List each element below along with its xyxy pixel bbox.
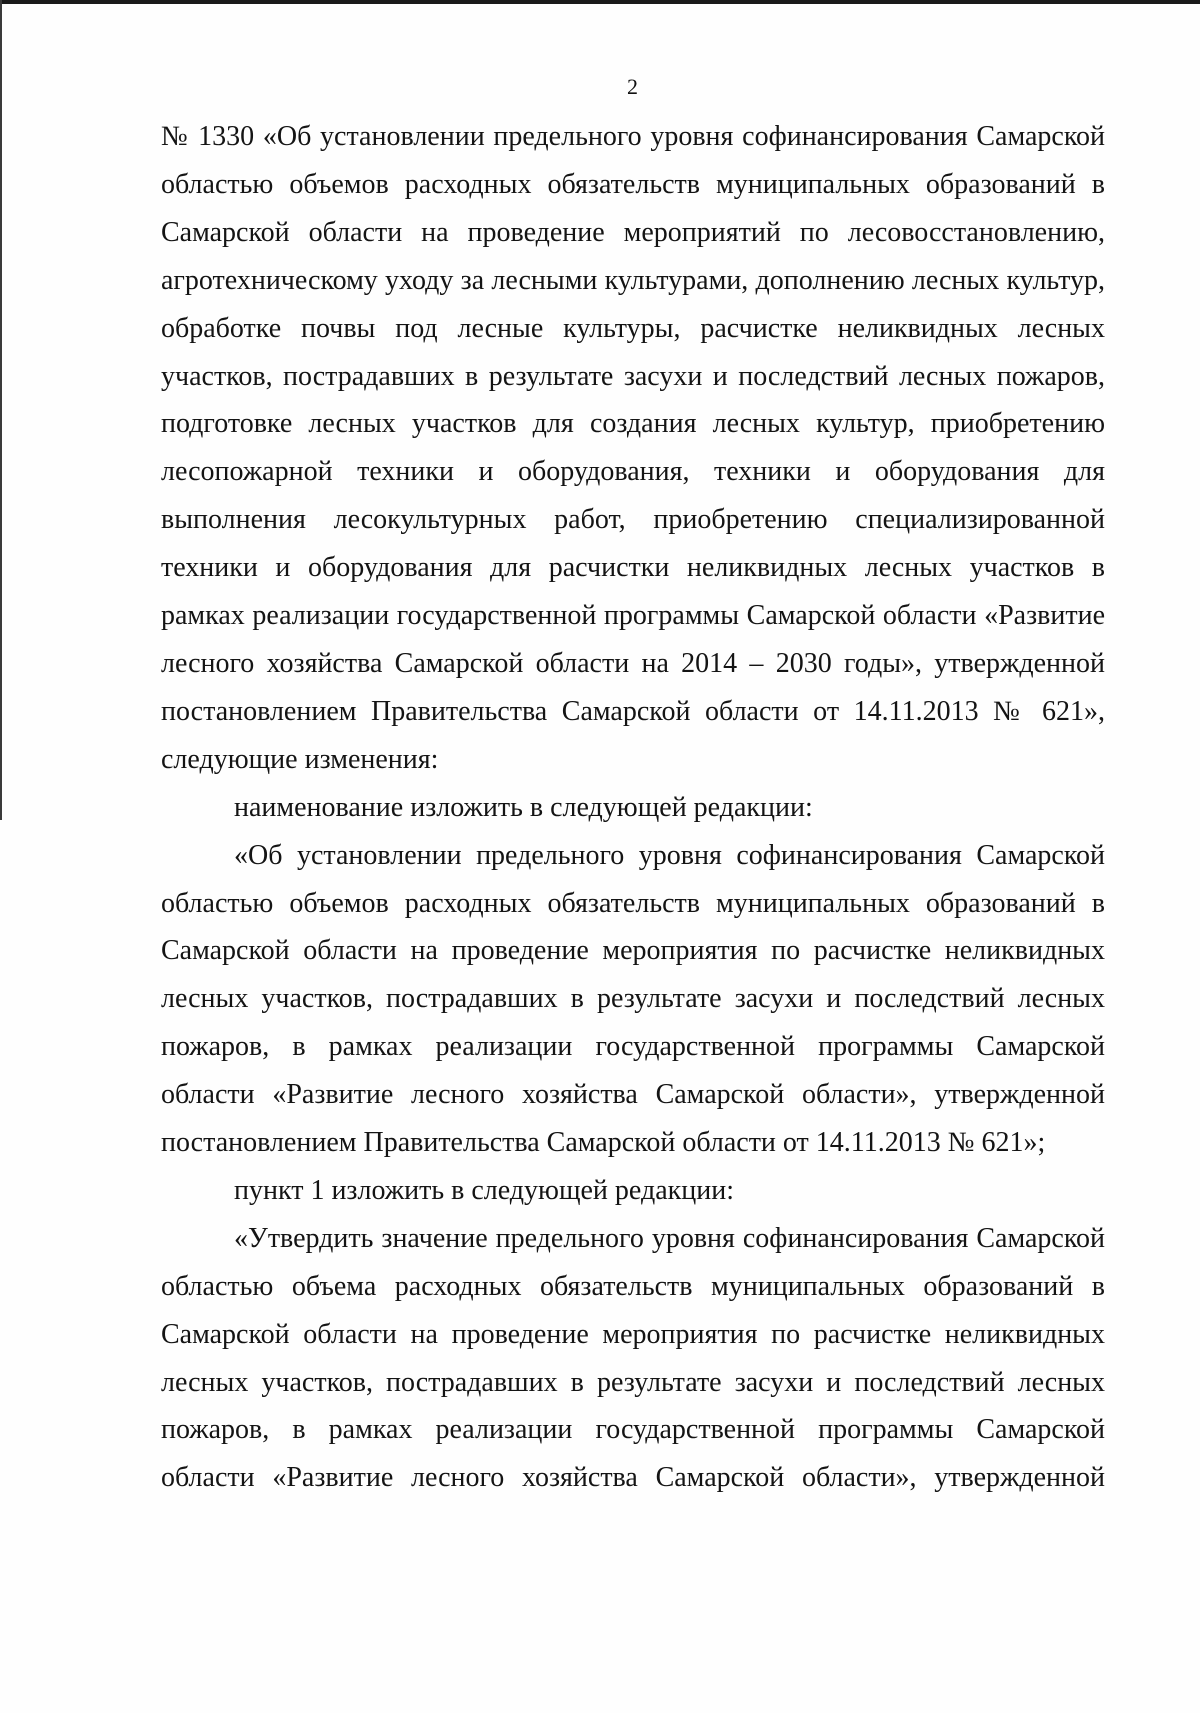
paragraph-5: «Утвердить значение предельного уровня софинансирования Самарской областью объема расходных обязательств муниципальных образований в Самарской области на проведение мероприятия по расчистке неликвидных лесных участков, пострадавших в результате засухи и последствий лесных пожаров, в рамках реализации государственной программы Самарской области «Развитие лесного хозяйства Самарской области», утвержденной [161, 1222, 1105, 1494]
paragraph-3: «Об установлении предельного уровня софинансирования Самарской областью объемов расходных обязательств муниципальных образований в Самарской области на проведение мероприятия по расчистке неликвидных лесных участков, пострадавших в результате засухи и последствий лесных пожаров, в рамках реализации государственной программы Самарской области «Развитие лесного хозяйства Самарской области», утвержденной постановлением Правительства Самарской области от 14.11.2013 № 621»; [161, 839, 1105, 1159]
document-body [161, 113, 1105, 1502]
paragraph-4: пункт 1 изложить в следующей редакции: [234, 1174, 734, 1206]
paragraph-1: № 1330 «Об установлении предельного уровня софинансирования Самарской областью объемов расходных обязательств муниципальных образований в Самарской области на проведение мероприятий по лесовосстановлению, агротехническому уходу за лесными культурами, дополнению лесных культур, обработке почвы под лесные культуры, расчистке неликвидных лесных участков, пострадавших в результате засухи и последствий лесных пожаров, подготовке лесных участков для создания лесных культур, приобретению лесопожарной техники и оборудования, техники и оборудования для выполнения лесокультурных работ, приобретению специализированной техники и оборудования для расчистки неликвидных лесных участков в рамках реализации государственной программы Самарской области «Развитие лесного хозяйства Самарской области на 2014 – 2030 годы», утвержденной постановлением Правительства Самарской области от 14.11.2013 № 621», следующие изменения: [161, 121, 1105, 775]
scan-edge-top [0, 0, 1200, 4]
paragraph-2: наименование изложить в следующей редакции: [234, 791, 813, 823]
scan-edge-left [0, 0, 2, 820]
page-number: 2 [627, 74, 638, 99]
